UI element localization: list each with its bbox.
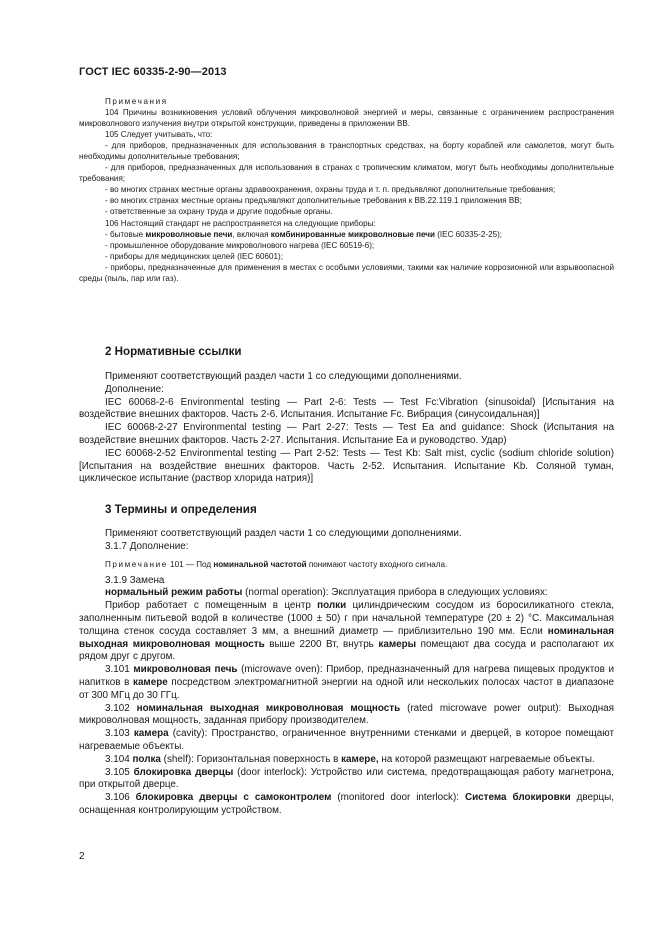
- note-105: 105 Следует учитывать, что:: [105, 130, 213, 140]
- page-number: 2: [79, 851, 85, 862]
- note-106: 106 Настоящий стандарт не распространяется на следующие приборы:: [105, 218, 376, 228]
- reference-item: IEC 60068-2-52 Environmental testing — Part 2-52: Tests — Test Kb: Salt mist, cyclic (sodium chloride solution) [Испытания на воздействие внешних факторов. Часть 2-52. Испытания. Испытание Kb. Соляной туман, циклическое испытание (раствор хлорида натрия)]: [79, 447, 614, 485]
- document-header: ГОСТ IEC 60335-2-90—2013: [79, 66, 227, 78]
- clause-3-1-7: 3.1.7 Дополнение:: [105, 540, 189, 552]
- section-2-body: [79, 371, 614, 486]
- note-105-item: - для приборов, предназначенных для использования в странах с тропическим климатом, могут быть необходимы дополнительные требования;: [79, 163, 614, 184]
- normal-operation-def: нормальный режим работы (normal operation): Эксплуатация прибора в следующих условиях:: [105, 587, 548, 599]
- definition-3-105: 3.105 блокировка дверцы (door interlock): Устройство или система, предотвращающая работу магнетрона, при открытой дверце.: [79, 766, 614, 791]
- note-105-item: - для приборов, предназначенных для использования в транспортных средствах, на борту кораблей или самолетов, могут быть необходимы дополнительные требования;: [79, 141, 614, 162]
- definition-3-103: 3.103 камера (cavity): Пространство, ограниченное внутренними стенками и дверцей, в которое помещают нагреваемые объекты.: [79, 728, 614, 752]
- reference-item: IEC 60068-2-27 Environmental testing — Part 2-27: Tests — Test Ea and guidance: Shock (Испытания на воздействие внешних факторов. Часть 2-27. Испытания. Испытание Ea и руководство. Удар): [79, 422, 614, 446]
- note-106-item: - промышленное оборудование микроволнового нагрева (IEC 60519-6);: [105, 240, 375, 250]
- section-3-title: 3 Термины и определения: [105, 503, 257, 516]
- definition-3-106: 3.106 блокировка дверцы с самоконтролем (monitored door interlock): Система блокировки дверцы, оснащенная контролирующим устройством.: [79, 792, 614, 816]
- note-106-item: - приборы для медицинских целей (IEC 60601);: [105, 251, 283, 261]
- section-3-intro: Применяют соответствующий раздел части 1 со следующими дополнениями.: [105, 528, 462, 539]
- note-105-item: - ответственные за охрану труда и другие подобные органы.: [105, 207, 333, 217]
- reference-item: IEC 60068-2-6 Environmental testing — Part 2-6: Tests — Test Fc:Vibration (sinusoidal) [Испытания на воздействие внешних факторов. Часть 2-6. Испытания. Испытание Fc. Вибрация (синусоидальная)]: [79, 396, 614, 421]
- section-2-intro: Применяют соответствующий раздел части 1 со следующими дополнениями.: [105, 371, 462, 382]
- definition-3-101: 3.101 микроволновая печь (microwave oven): Прибор, предназначенный для нагрева пищевых продуктов и напитков в камере посредством электромагнитной энергии на одной или нескольких полосах частот в диапазоне от 300 МГц до 30 ГГц.: [79, 664, 614, 701]
- note-104: 104 Причины возникновения условий облучения микроволновой энергией и меры, связанные с ограничением распространения микроволнового излучения внутри открытой конструкции, приведены в приложении ВВ.: [79, 108, 614, 129]
- section-3-body: [79, 528, 614, 818]
- definition-3-104: 3.104 полка (shelf): Горизонтальная поверхность в камере, на которой размещают нагреваемые объекты.: [105, 753, 595, 765]
- clause-3-1-9: 3.1.9 Замена: [105, 574, 165, 586]
- note-105-item: - во многих странах местные органы здравоохранения, охраны труда и т. п. предъявляют дополнительные требования;: [105, 185, 556, 195]
- notes-block: [79, 96, 614, 284]
- section-2-title: 2 Нормативные ссылки: [105, 345, 242, 358]
- normal-operation-text: Прибор работает с помещенным в центр полки цилиндрическим сосудом из боросиликатного стекла, заполненным питьевой водой в количестве (1000 ± 50) г при начальной температуре (20 ± 2) °С. Максимальная толщина стенок сосуда составляет 3 мм, а внешний диаметр — приблизительно 190 мм. Если номинальная выходная микроволновая мощность выше 2200 Вт, внутрь камеры помещают два сосуда и располагают их рядом друг с другом.: [79, 600, 614, 663]
- note-101: Примечание 101 — Под номинальной частотой понимают частоту входного сигнала.: [105, 559, 448, 569]
- note-106-item: - бытовые микроволновые печи, включая комбинированные микроволновые печи (IEC 60335-2-25);: [105, 229, 503, 239]
- notes-heading: Примечания: [105, 97, 168, 106]
- section-2-addition: Дополнение:: [105, 383, 164, 395]
- note-105-item: - во многих странах местные органы предъявляют дополнительные требования к ВВ.22.119.1 приложения ВВ;: [105, 196, 522, 206]
- note-106-item: - приборы, предназначенные для применения в местах с особыми условиями, такими как наличие коррозионной или взрывоопасной среды (пыль, пар или газ).: [79, 262, 614, 283]
- definition-3-102: 3.102 номинальная выходная микроволновая мощность (rated microwave power output): Выходная микроволновая мощность, заданная прибору производителем.: [79, 702, 614, 727]
